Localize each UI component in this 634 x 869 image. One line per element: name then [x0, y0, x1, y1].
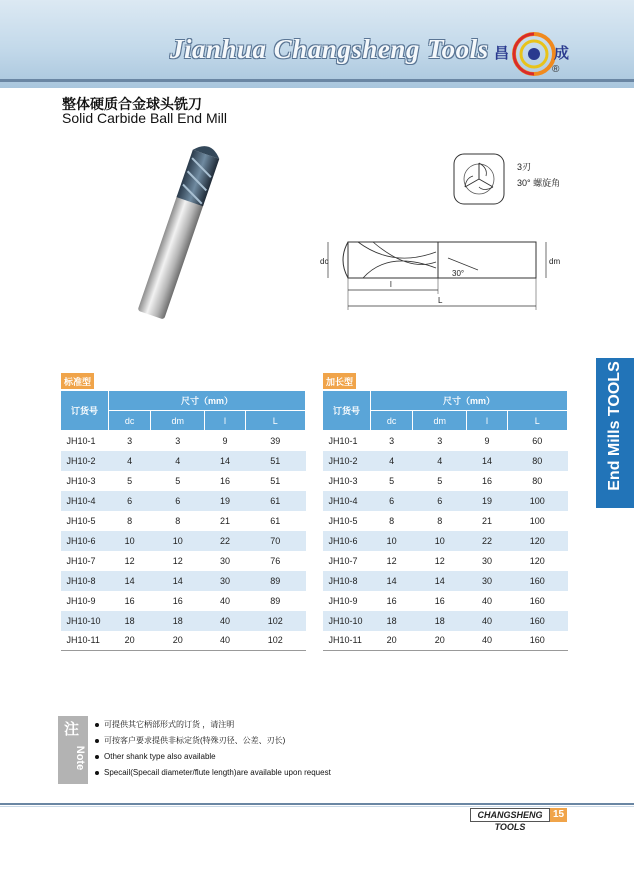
dimension-cell: 40 — [467, 611, 507, 631]
dimension-cell: 10 — [371, 531, 413, 551]
order-code-cell: JH10-3 — [66, 475, 96, 486]
dimension-cell: 19 — [467, 491, 507, 511]
order-code-cell: JH10-8 — [323, 571, 371, 591]
standard-table-block — [60, 372, 306, 651]
order-code-cell: JH10-11 — [323, 631, 371, 651]
bullet-icon — [95, 723, 99, 727]
dimension-cell: 5 — [389, 475, 395, 486]
dimension-cell: 30 — [481, 555, 492, 566]
dimension-cell: 18 — [109, 611, 151, 631]
table-row — [61, 551, 306, 571]
label-L: L — [438, 296, 443, 305]
note-text: Other shank type also available — [104, 752, 216, 761]
dimension-cell: 16 — [434, 595, 445, 606]
dimension-cell: 40 — [205, 611, 245, 631]
table-row — [323, 611, 568, 631]
dimension-cell: 40 — [219, 595, 230, 606]
table-row — [61, 611, 306, 631]
product-title-en: Solid Carbide Ball End Mill — [62, 110, 227, 126]
table-row — [61, 531, 306, 551]
registered-mark: ® — [552, 64, 560, 75]
footer-rule — [0, 803, 634, 805]
dimension-cell: 14 — [151, 571, 205, 591]
dimension-cell: 10 — [151, 531, 205, 551]
table-row — [323, 471, 568, 491]
order-code-cell: JH10-9 — [66, 595, 96, 606]
logo-char-right: 成 — [554, 45, 570, 62]
dimension-cell: 12 — [434, 555, 445, 566]
footer-brand: CHANGSHENG TOOLS — [470, 808, 550, 822]
note-text: 可按客户要求提供非标定货(特殊刃径、公差、刃长) — [104, 736, 286, 745]
table-row — [323, 511, 568, 531]
dimension-cell: 160 — [507, 631, 567, 651]
dimension-cell: 102 — [245, 611, 305, 631]
dimension-cell: 18 — [151, 611, 205, 631]
dimension-cell: 39 — [270, 435, 281, 446]
dimension-cell: 30 — [205, 571, 245, 591]
header-rule — [0, 79, 634, 82]
order-code-cell: JH10-10 — [61, 611, 109, 631]
order-code-cell: JH10-8 — [61, 571, 109, 591]
dimension-cell: 51 — [270, 475, 281, 486]
dimension-cell: 89 — [245, 571, 305, 591]
dimension-cell: 6 — [413, 491, 467, 511]
order-code-cell: JH10-7 — [66, 555, 96, 566]
dimension-cell: 12 — [124, 555, 135, 566]
dimension-cell: 3 — [175, 435, 181, 446]
dimension-cell: 19 — [205, 491, 245, 511]
table-row — [61, 471, 306, 491]
col-header: l — [205, 411, 245, 431]
bullet-icon — [95, 771, 99, 775]
dimension-cell: 5 — [175, 475, 181, 486]
dimension-cell: 6 — [109, 491, 151, 511]
dimension-cell: 5 — [437, 475, 443, 486]
dimension-cell: 102 — [245, 631, 305, 651]
dimension-cell: 21 — [481, 515, 492, 526]
table-row — [61, 431, 306, 451]
col-header: dm — [413, 411, 467, 431]
company-logo — [494, 30, 574, 78]
helix-angle-label: 30° 螺旋角 — [517, 178, 561, 188]
table-row — [323, 431, 568, 451]
order-code-cell: JH10-6 — [61, 531, 109, 551]
col-header: L — [507, 411, 567, 431]
order-code-cell: JH10-7 — [328, 555, 358, 566]
dimension-cell: 120 — [529, 555, 545, 566]
dimension-cell: 80 — [507, 451, 567, 471]
dimension-cell: 51 — [245, 451, 305, 471]
bullet-icon — [95, 739, 99, 743]
note-label-cn: 注 — [64, 721, 80, 738]
order-code-cell: JH10-5 — [66, 515, 96, 526]
dimension-cell: 14 — [413, 571, 467, 591]
footer-rule-thin — [0, 806, 634, 807]
note-label-en: Note — [74, 745, 86, 771]
dimension-cell: 100 — [529, 515, 545, 526]
dimension-cell: 60 — [532, 435, 543, 446]
table-row — [323, 631, 568, 651]
dimension-cell: 160 — [529, 595, 545, 606]
bullet-icon — [95, 755, 99, 759]
table-row — [61, 631, 306, 651]
order-code-cell: JH10-10 — [323, 611, 371, 631]
table-row — [323, 551, 568, 571]
dimension-cell: 16 — [481, 475, 492, 486]
logo-char-left: 昌 — [494, 45, 510, 62]
note-item — [95, 766, 331, 782]
label-l: l — [390, 280, 392, 289]
dimension-cell: 3 — [389, 435, 395, 446]
table-row — [61, 451, 306, 471]
order-code-cell: JH10-2 — [61, 451, 109, 471]
dimension-cell: 16 — [172, 595, 183, 606]
dimension-cell: 30 — [219, 555, 230, 566]
dimension-cell: 40 — [467, 631, 507, 651]
ball-end-mill-image — [100, 140, 260, 320]
dimension-cell: 89 — [270, 595, 281, 606]
dimension-cell: 4 — [109, 451, 151, 471]
table-row — [61, 511, 306, 531]
order-code-cell: JH10-1 — [66, 435, 96, 446]
dimension-cell: 21 — [219, 515, 230, 526]
order-code-cell: JH10-9 — [328, 595, 358, 606]
dimension-cell: 4 — [371, 451, 413, 471]
dimension-cell: 9 — [222, 435, 228, 446]
dimension-cell: 40 — [481, 595, 492, 606]
dimension-cell: 160 — [507, 571, 567, 591]
dimension-cell: 14 — [371, 571, 413, 591]
table-row — [61, 571, 306, 591]
flute-count-label: 3刃 — [517, 162, 532, 172]
table-row — [323, 571, 568, 591]
dimension-cell: 4 — [413, 451, 467, 471]
dimension-cell: 30 — [467, 571, 507, 591]
order-header: 订货号 — [323, 391, 371, 431]
dimension-cell: 6 — [371, 491, 413, 511]
product-title-cn: 整体硬质合金球头铣刀 — [62, 96, 202, 112]
standard-table — [60, 390, 306, 651]
extended-table-block — [322, 372, 568, 651]
table-row — [323, 491, 568, 511]
dimension-cell: 22 — [467, 531, 507, 551]
dimension-cell: 18 — [371, 611, 413, 631]
dimension-cell: 8 — [437, 515, 443, 526]
col-header: dc — [109, 411, 151, 431]
order-code-cell: JH10-5 — [328, 515, 358, 526]
dimension-cell: 76 — [270, 555, 281, 566]
dimension-cell: 20 — [151, 631, 205, 651]
order-code-cell: JH10-6 — [323, 531, 371, 551]
dimension-cell: 16 — [124, 595, 135, 606]
dimension-cell: 5 — [127, 475, 133, 486]
dimension-cell: 9 — [484, 435, 490, 446]
order-header: 订货号 — [61, 391, 109, 431]
order-code-cell: JH10-4 — [323, 491, 371, 511]
dimension-cell: 61 — [245, 491, 305, 511]
side-tab-label: End Mills TOOLS — [606, 361, 623, 491]
section-side-tab — [596, 358, 634, 508]
dimension-cell: 12 — [386, 555, 397, 566]
col-header: L — [245, 411, 305, 431]
note-item — [95, 734, 331, 750]
order-code-cell: JH10-1 — [328, 435, 358, 446]
dimension-cell: 8 — [175, 515, 181, 526]
brand-title: Jianhua Changsheng Tools — [170, 34, 489, 64]
dimension-cell: 3 — [437, 435, 443, 446]
dimension-cell: 14 — [205, 451, 245, 471]
dimension-cell: 8 — [389, 515, 395, 526]
dimension-cell: 100 — [507, 491, 567, 511]
dimension-cell: 80 — [532, 475, 543, 486]
note-list — [95, 718, 331, 782]
dimension-cell: 12 — [172, 555, 183, 566]
order-code-cell: JH10-3 — [328, 475, 358, 486]
dimension-cell: 8 — [127, 515, 133, 526]
table-row — [323, 451, 568, 471]
dimension-cell: 20 — [371, 631, 413, 651]
table-row — [61, 491, 306, 511]
order-code-cell: JH10-11 — [61, 631, 109, 651]
dims-header: 尺寸（mm） — [109, 391, 306, 411]
dimension-cell: 6 — [151, 491, 205, 511]
label-dc: dc — [320, 257, 329, 266]
table-row — [61, 591, 306, 611]
order-code-cell: JH10-2 — [323, 451, 371, 471]
label-dm: dm — [549, 257, 561, 266]
label-angle: 30° — [452, 269, 465, 278]
extended-tag: 加长型 — [323, 373, 356, 389]
dims-header: 尺寸（mm） — [371, 391, 568, 411]
note-text: Specail(Specail diameter/flute length)are available upon request — [104, 768, 331, 777]
dimension-cell: 14 — [109, 571, 151, 591]
table-row — [323, 591, 568, 611]
dimension-cell: 18 — [413, 611, 467, 631]
dimension-cell: 10 — [109, 531, 151, 551]
page-number: 15 — [550, 808, 567, 822]
dimension-cell: 20 — [109, 631, 151, 651]
note-text: 可提供其它柄部形式的订货 ，请注明 — [104, 720, 235, 729]
note-item — [95, 718, 331, 734]
dimension-cell: 4 — [151, 451, 205, 471]
dimension-cell: 40 — [205, 631, 245, 651]
dimension-cell: 20 — [413, 631, 467, 651]
order-code-cell: JH10-4 — [61, 491, 109, 511]
dimension-cell: 61 — [270, 515, 281, 526]
col-header: dm — [151, 411, 205, 431]
dimension-cell: 16 — [219, 475, 230, 486]
dimension-cell: 22 — [205, 531, 245, 551]
side-view-drawing — [318, 228, 568, 316]
dimension-cell: 70 — [245, 531, 305, 551]
dimension-cell: 10 — [413, 531, 467, 551]
extended-table — [322, 390, 568, 651]
col-header: l — [467, 411, 507, 431]
standard-tag: 标准型 — [61, 373, 94, 389]
dimension-cell: 16 — [386, 595, 397, 606]
col-header: dc — [371, 411, 413, 431]
dimension-cell: 120 — [507, 531, 567, 551]
dimension-cell: 3 — [127, 435, 133, 446]
dimension-cell: 14 — [467, 451, 507, 471]
table-row — [323, 531, 568, 551]
dimension-cell: 160 — [507, 611, 567, 631]
note-item — [95, 750, 331, 766]
